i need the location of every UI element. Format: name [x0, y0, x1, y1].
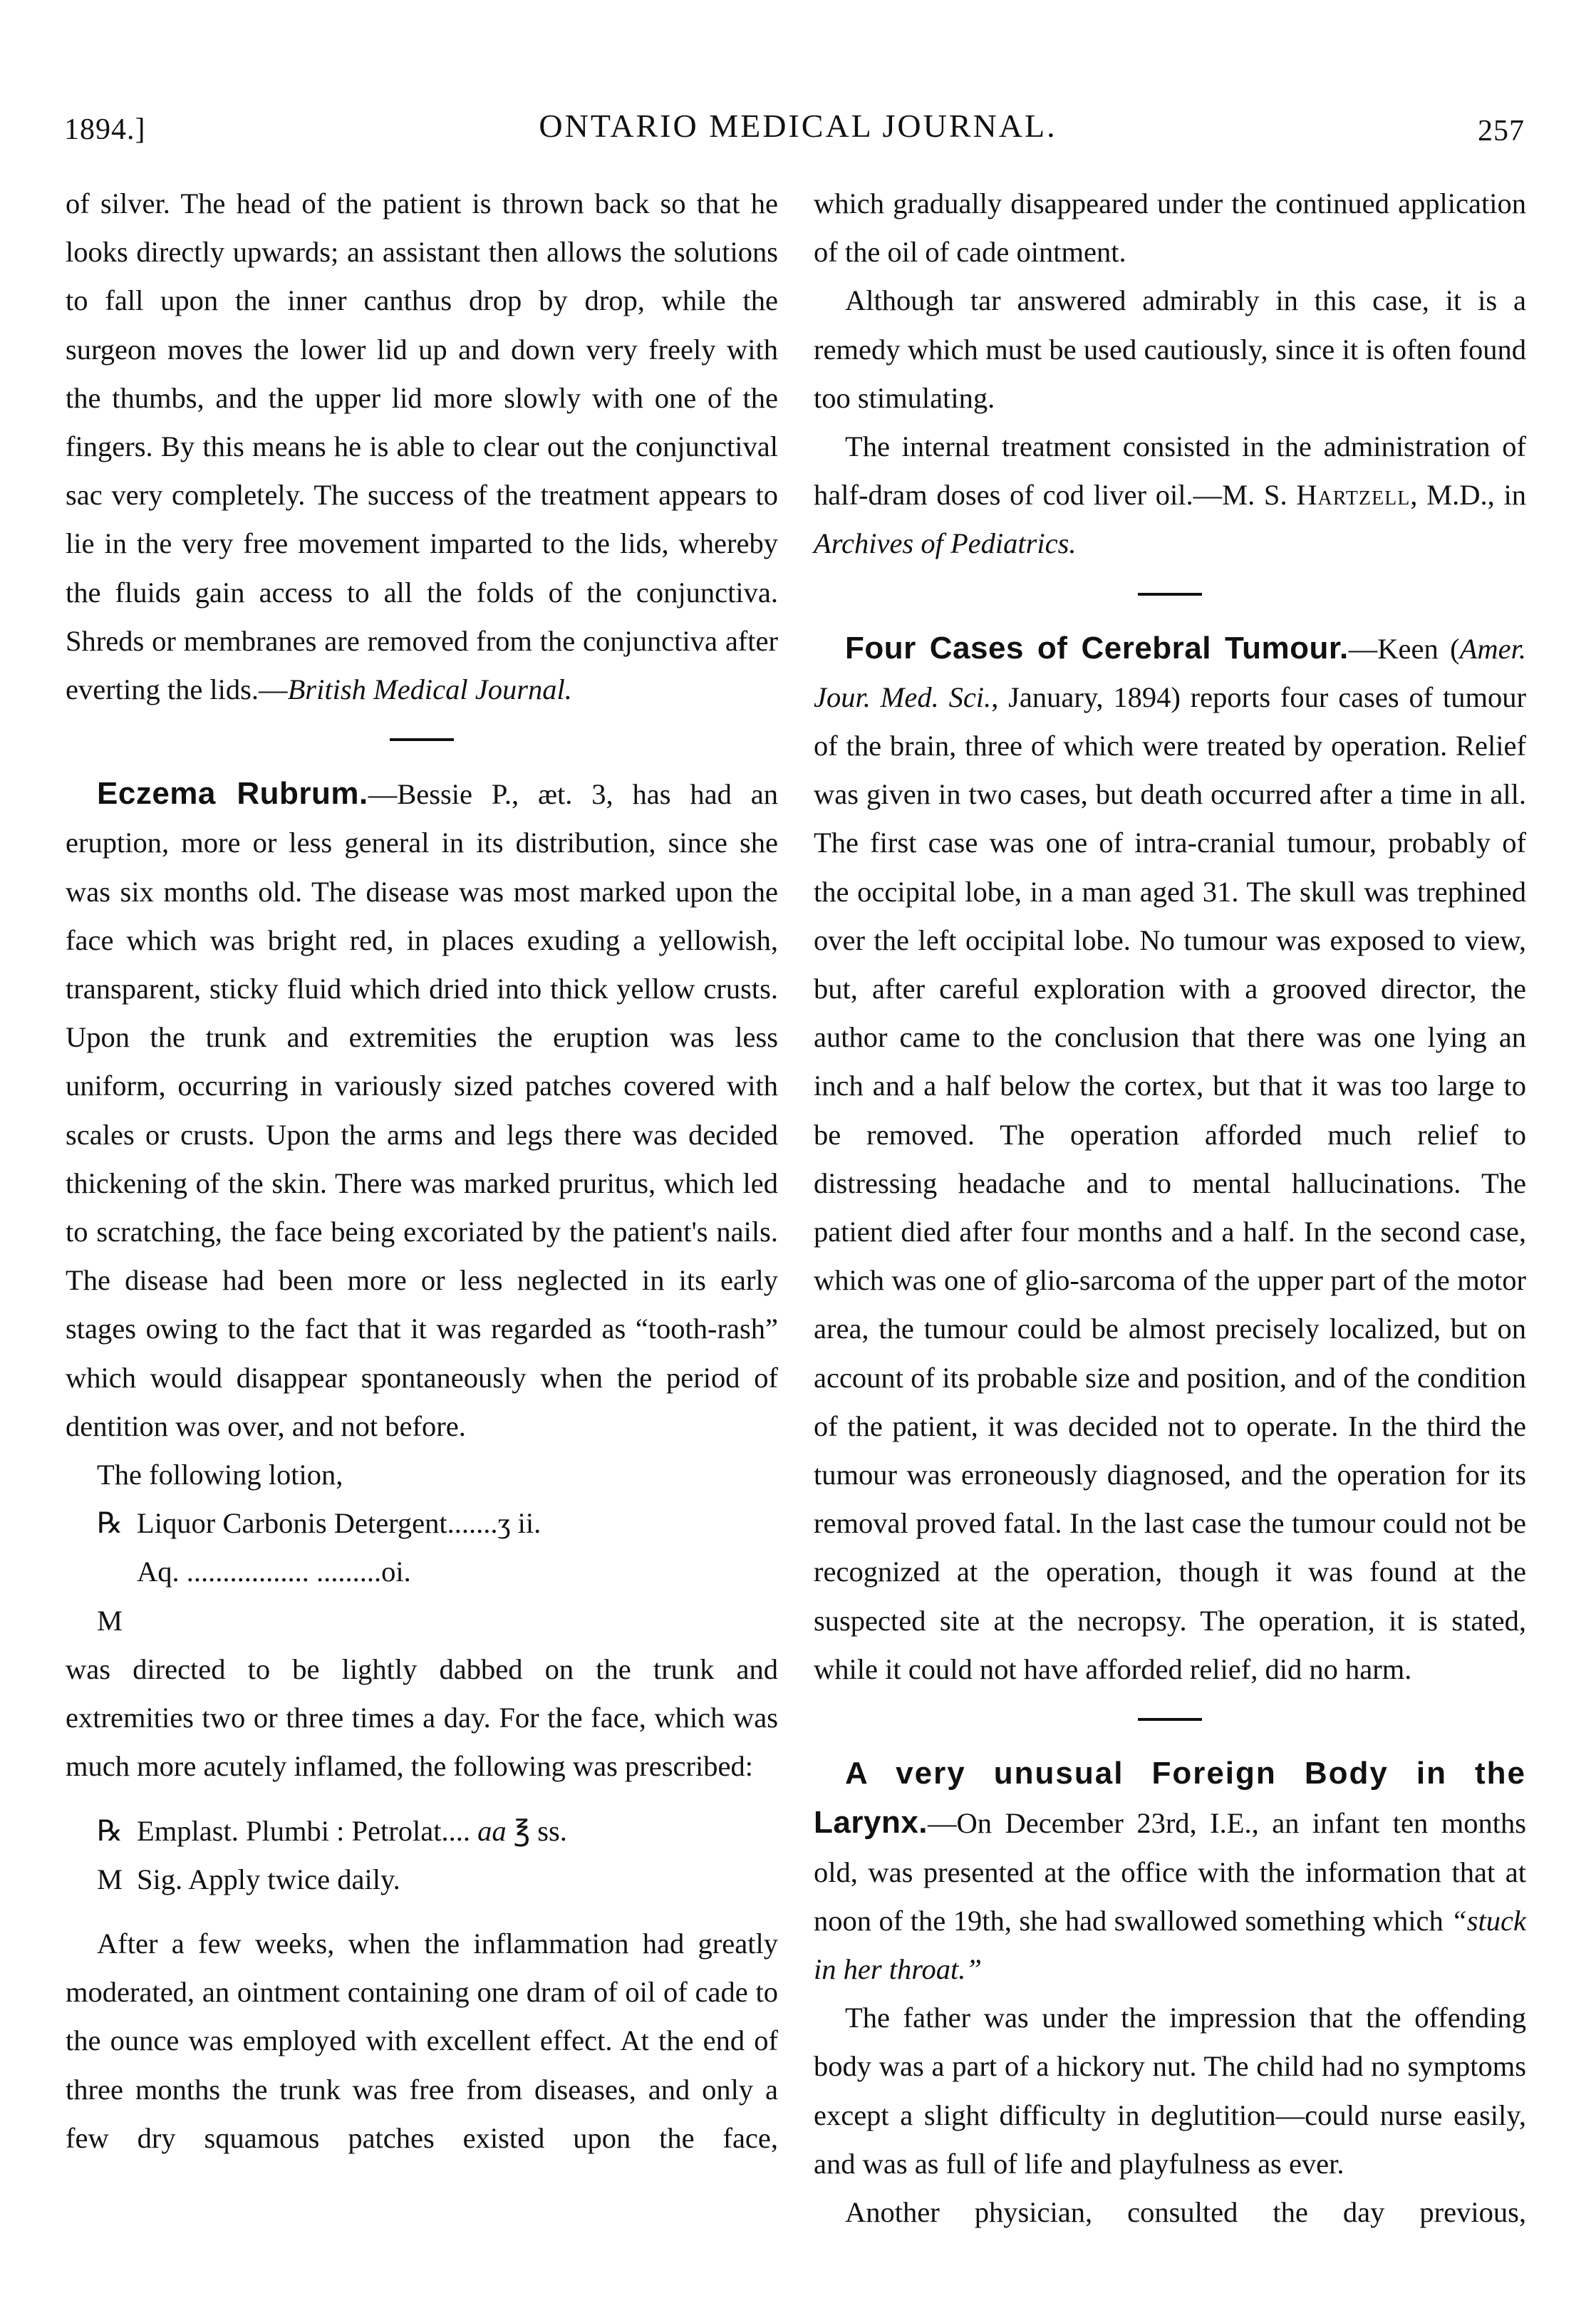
paragraph: Another physician, consulted the day previous, [845, 2195, 1526, 2228]
running-header [64, 107, 1532, 157]
paragraph: After a few weeks, when the inflammation had greatly moderated, an ointment containing one dram of oil of cade to the ounce was employed with excellent effect. At the end of three months the trunk was free from diseases, and only a few dry squamous patches existed upon the face, [66, 1927, 778, 2154]
right-column [814, 180, 1526, 2237]
paragraph: The father was under the impression that the offending body was a part of a hickory nut. The child had no symptoms except a slight difficulty in deglutition—could nurse easily, and was as full of life and playfulness as ever. [814, 2002, 1526, 2180]
quote: “stuck in her throat.” [814, 1904, 1526, 1985]
prescription-2: ℞ Emplast. Plumbi : Petrolat.... aa ℥ ss. M Sig. Apply twice daily. [66, 1807, 778, 1904]
page-number: 257 [1478, 115, 1525, 148]
recipe-symbol: ℞ [97, 1814, 123, 1847]
citation: Amer. Jour. Med. Sci. [814, 632, 1526, 713]
author-name: Hartzell [1296, 479, 1411, 512]
left-column [66, 180, 778, 2163]
section-divider [1138, 1718, 1202, 1721]
recipe-symbol: ℞ [97, 1507, 123, 1540]
paragraph: was directed to be lightly dabbed on the trunk and extremities two or three times a day. For the face, which was much more acutely inflamed, the following was prescribed: [66, 1652, 778, 1783]
mix-symbol: M [97, 1863, 123, 1895]
prescription-1: ℞ Liquor Carbonis Detergent.......ʒ ii. Aq. ................. .........oi. M [66, 1499, 778, 1645]
article-heading-cont: Larynx. [814, 1805, 928, 1841]
paragraph: Although tar answered admirably in this case, it is a remedy which must be used cautiously, since it is often found too stimulating. [814, 284, 1526, 414]
article-heading: A very unusual Foreign Body in the [845, 1756, 1526, 1791]
article-heading: Four Cases of Cerebral Tumour. [845, 630, 1349, 666]
article-foreign-body-larynx: A very unusual Foreign Body in the Larynx.—On December 23rd, I.E., an infant ten months old, was presented at the office with the information that at noon of the 19th, she had swallowed something which “stuck in her throat.” [814, 1756, 1526, 1985]
article-cerebral-tumour: Four Cases of Cerebral Tumour.—Keen (Amer. Jour. Med. Sci., January, 1894) reports four cases of tumour of the brain, three of which were treated by operation. Relief was given in two cases, but death occurred after a time in all. The first case was one of intra-cranial tumour, probably of the occipital lobe, in a man aged 31. The skull was trephined over the left occipital lobe. No tumour was exposed to view, but, after careful exploration with a grooved director, the author came to the conclusion that there was one lying an inch and a half below the cortex, but that it was too large to be removed. The operation afforded much relief to distressing headache and to mental hallucinations. The patient died after four months and a half. In the second case, which was one of glio-sarcoma of the upper part of the motor area, the tumour could be almost precisely localized, but on account of its probable size and position, and of the condition of the patient, it was decided not to operate. In the third the tumour was erroneously diagnosed, and the operation for its removal proved fatal. In the last case the tumour could not be recognized at the operation, though it was found at the suspected site at the necropsy. The operation, it is stated, while it could not have afforded relief, did no harm. [814, 630, 1526, 1685]
paragraph: The following lotion, [97, 1459, 343, 1491]
header-year: 1894.] [64, 113, 146, 146]
journal-title: ONTARIO MEDICAL JOURNAL. [539, 108, 1057, 144]
paragraph: which gradually disappeared under the continued application of the oil of cade ointment. [814, 187, 1526, 269]
section-divider [390, 738, 454, 741]
citation: Archives of Pediatrics. [814, 527, 1077, 560]
continued-article-paragraph: of silver. The head of the patient is thrown back so that he looks directly upwards; an assistant then allows the solutions to fall upon the inner canthus drop by drop, while the surgeon moves the lower lid up and down very freely with the thumbs, and the upper lid more slowly with one of the fingers. By this means he is able to clear out the conjunctival sac very completely. The success of the treatment appears to lie in the very free movement imparted to the lids, whereby the fluids gain access to all the folds of the conjunctiva. Shreds or membranes are removed from the conjunctiva after everting the lids.—British Medical Journal. [66, 187, 778, 706]
section-divider [1138, 593, 1202, 596]
article-heading: Eczema Rubrum. [97, 776, 368, 812]
paragraph: The internal treatment consisted in the administration of half-dram doses of cod liver oil.—M. S. Hartzell, M.D., in Archives of Pediatrics. [814, 430, 1526, 560]
citation: British Medical Journal. [287, 673, 572, 706]
mix-symbol: M [97, 1604, 123, 1637]
article-eczema-rubrum: Eczema Rubrum.—Bessie P., æt. 3, has had an eruption, more or less general in its distribution, since she was six months old. The disease was most marked upon the face which was bright red, in places exuding a yellowish, transparent, sticky fluid which dried into thick yellow crusts. Upon the trunk and extremities the eruption was less uniform, occurring in variously sized patches covered with scales or crusts. Upon the arms and legs there was decided thickening of the skin. There was marked pruritus, which led to scratching, the face being excoriated by the patient's nails. The disease had been more or less neglected in its early stages owing to the fact that it was regarded as “tooth-rash” which would disappear spontaneously when the period of dentition was over, and not before. [66, 776, 779, 1442]
